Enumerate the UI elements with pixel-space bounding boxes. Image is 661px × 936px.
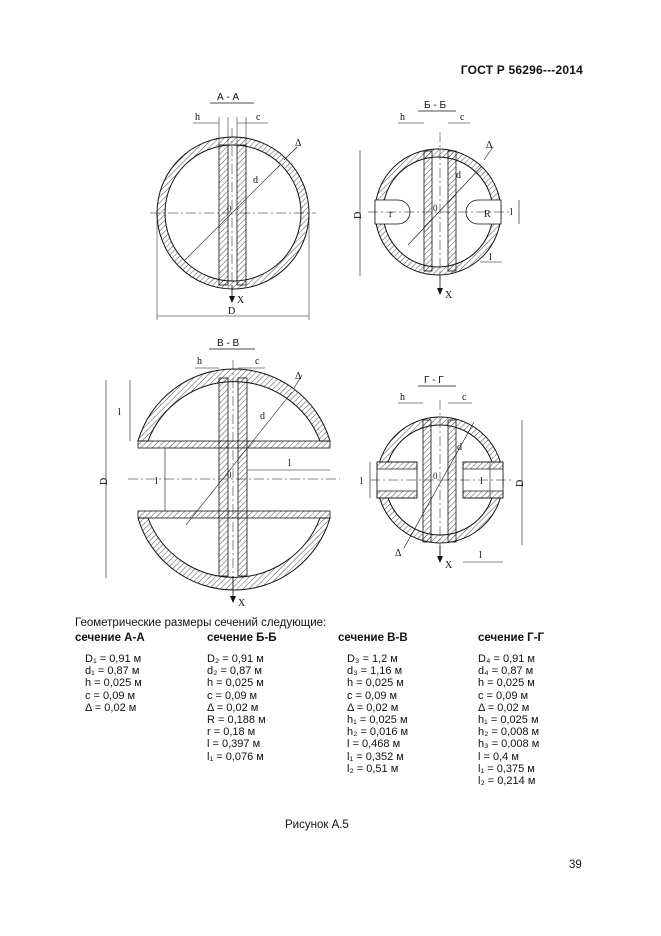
gg-c-label: c [462,392,467,403]
column-header: сечение А-А [75,632,145,644]
bb-c-label: c [460,112,465,123]
param-row: d₄ = 0,87 м [478,665,534,678]
bb-delta-label: Δ [486,140,493,151]
column-gg [478,632,544,787]
geometry-title: Геометрические размеры сечений следующие: [75,617,327,629]
param-row: Δ = 0,02 м [347,701,399,714]
figure-caption: Рисунок А.5 [285,819,349,831]
vv-l-label: l [288,458,291,469]
vv-x-label: X [238,598,246,609]
param-row: Δ = 0,02 м [85,701,137,714]
column-bb [207,632,277,763]
bb-d-label: d [456,170,461,181]
section-vv-title: В - В [217,338,240,349]
page-number: 39 [569,859,582,871]
param-row: h₃ = 0,008 м [478,738,540,751]
param-row: R = 0,188 м [207,714,266,727]
param-row: h = 0,025 м [478,677,535,690]
column-vv [338,632,408,775]
vv-delta-label: Δ [295,371,302,382]
gg-l2-label: l [479,550,482,561]
bb-origin-label: 0 [433,203,438,213]
param-row: D₃ = 1,2 м [347,653,398,665]
param-row: Δ = 0,02 м [478,701,530,714]
aa-h-label: h [195,112,200,123]
vv-l1-label: l [118,407,121,418]
param-row: c = 0,09 м [85,689,136,702]
bb-h-label: h [400,112,405,123]
aa-c-label: c [256,112,261,123]
param-row: l = 0,4 м [478,750,519,763]
vv-h-label: h [197,356,202,367]
param-row: c = 0,09 м [347,689,398,702]
section-bb-title: Б - Б [424,100,447,111]
bb-D-label: D [353,211,364,219]
aa-d-label: d [253,175,258,186]
aa-delta-label: Δ [295,138,302,149]
param-row: h₁ = 0,025 м [478,714,539,727]
column-aa [75,632,145,714]
param-row: D₁ = 0,91 м [85,653,142,665]
gg-h-label: h [400,392,405,403]
aa-origin-label: 0 [227,204,232,214]
vv-l2-label: l [155,476,158,487]
gg-l1-label: l [480,476,483,487]
bb-l1-label: l [489,252,492,263]
param-row: l₁ = 0,352 м [347,750,404,763]
param-row: h = 0,025 м [85,677,142,690]
gg-x-label: X [445,560,453,571]
param-row: l₂ = 0,51 м [347,762,399,775]
vv-d-label: d [260,411,265,422]
bb-R-label: R [484,209,491,220]
section-gg-title: Г - Г [424,375,444,386]
bb-r-label: r [389,209,393,220]
vv-D-label: D [99,477,110,485]
param-row: h₁ = 0,025 м [347,714,408,727]
param-row: l = 0,468 м [347,738,401,751]
param-row: d₂ = 0,87 м [207,665,262,678]
param-row: l = 0,397 м [207,738,261,751]
param-row: h₂ = 0,016 м [347,726,409,739]
gg-D-label: D [515,479,526,487]
column-header: сечение В-В [338,632,408,644]
aa-D-label: D [228,306,236,317]
standard-number: ГОСТ Р 56296---2014 [460,63,583,77]
param-row: c = 0,09 м [207,689,258,702]
section-gg [360,375,526,571]
param-row: Δ = 0,02 м [207,701,259,714]
param-row: l₂ = 0,214 м [478,775,536,788]
param-row: d₃ = 1,16 м [347,665,403,678]
gg-delta-label: Δ [395,548,402,559]
gg-origin-label: 0 [433,471,438,481]
aa-x-label: X [237,295,245,306]
gg-l-label: l [360,476,363,487]
section-vv [99,338,340,609]
vv-origin-label: 0 [227,470,232,480]
section-aa-title: А - А [217,92,240,103]
param-row: h₂ = 0,008 м [478,726,540,739]
param-row: r = 0,18 м [207,726,256,739]
param-row: h = 0,025 м [207,677,264,690]
param-row: c = 0,09 м [478,689,529,702]
section-bb [353,100,519,301]
param-row: D₂ = 0,91 м [207,653,264,665]
vv-c-label: c [255,356,260,367]
bb-x-label: X [445,290,453,301]
param-row: D₄ = 0,91 м [478,653,535,665]
gg-d-label: d [457,442,462,453]
param-row: l₁ = 0,076 м [207,750,264,763]
param-row: d₁ = 0,87 м [85,665,140,678]
column-header: сечение Г-Г [478,632,545,644]
bb-l-label: l [510,207,513,218]
param-row: l₁ = 0,375 м [478,762,535,775]
column-header: сечение Б-Б [207,632,277,644]
section-aa [150,92,316,320]
param-row: h = 0,025 м [347,677,404,690]
